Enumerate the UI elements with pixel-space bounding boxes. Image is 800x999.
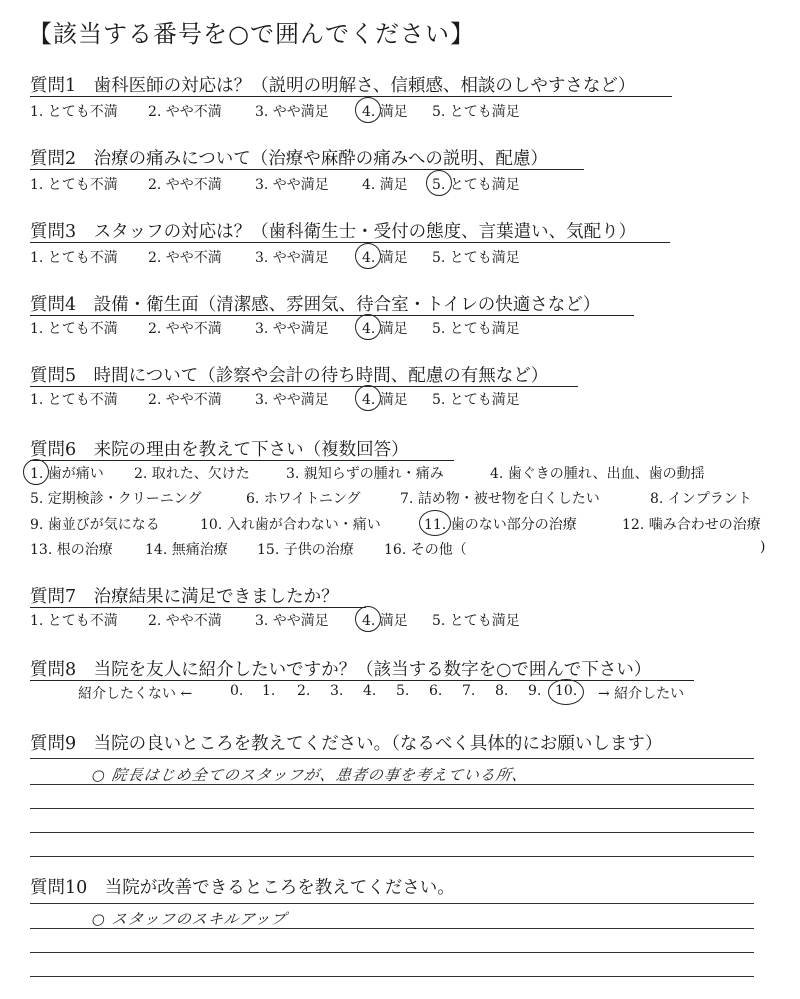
option-2[interactable]: 2. やや不満: [148, 177, 222, 193]
option-1[interactable]: 1. とても不満: [30, 177, 118, 193]
question-1-title: 質問1 歯科医師の対応は？（説明の明解さ、信頼感、相談のしやすさなど）: [30, 76, 636, 96]
reason-3[interactable]: 3. 親知らずの腫れ・痛み: [286, 466, 444, 482]
option-1[interactable]: 1. とても不満: [30, 613, 118, 629]
scale-5[interactable]: 5.: [396, 683, 410, 699]
scale-0[interactable]: 0.: [230, 683, 244, 699]
answer-line: [30, 808, 754, 809]
answer-line: [30, 976, 754, 977]
scale-3[interactable]: 3.: [330, 683, 344, 699]
option-2[interactable]: 2. やや不満: [148, 392, 222, 408]
reason-10[interactable]: 10. 入れ歯が合わない・痛い: [200, 517, 381, 533]
reason-5[interactable]: 5. 定期検診・クリーニング: [30, 491, 202, 507]
option-3[interactable]: 3. やや満足: [255, 321, 329, 337]
question-2-underline: [30, 169, 584, 170]
question-5-options: [0, 389, 800, 409]
reason-9[interactable]: 9. 歯並びが気になる: [30, 517, 160, 533]
other-close-paren: ): [760, 539, 766, 555]
reason-15[interactable]: 15. 子供の治療: [257, 542, 354, 558]
question-10-handwritten-answer[interactable]: ○ スタッフのスキルアップ: [90, 910, 288, 928]
option-3[interactable]: 3. やや満足: [255, 250, 329, 266]
question-1-options: [0, 101, 800, 121]
option-3[interactable]: 3. やや満足: [255, 392, 329, 408]
question-2-options: [0, 174, 800, 194]
option-4[interactable]: 4. 満足: [362, 613, 408, 629]
option-3[interactable]: 3. やや満足: [255, 104, 329, 120]
option-4[interactable]: 4. 満足: [362, 177, 408, 193]
reason-8[interactable]: 8. インプラント: [650, 491, 752, 507]
answer-line: [30, 758, 754, 759]
question-7-title: 質問7 治療結果に満足できましたか？: [30, 587, 339, 607]
question-6-underline: [30, 460, 454, 461]
scale-2[interactable]: 2.: [297, 683, 311, 699]
question-9-handwritten-answer[interactable]: ○ 院長はじめ全てのスタッフが、患者の事を考えている所、: [90, 766, 530, 784]
option-5[interactable]: 5. とても満足: [432, 250, 520, 266]
option-2[interactable]: 2. やや不満: [148, 250, 222, 266]
option-5[interactable]: 5. とても満足: [432, 104, 520, 120]
question-6-row-4: [0, 539, 800, 559]
scale-8[interactable]: 8.: [495, 683, 509, 699]
reason-2[interactable]: 2. 取れた、欠けた: [134, 466, 250, 482]
question-3-title: 質問3 スタッフの対応は？（歯科衛生士・受付の態度、言葉遣い、気配り）: [30, 222, 637, 242]
option-5[interactable]: 5. とても満足: [432, 321, 520, 337]
option-1[interactable]: 1. とても不満: [30, 392, 118, 408]
option-5[interactable]: 5. とても満足: [432, 392, 520, 408]
question-9-title: 質問9 当院の良いところを教えてください。（なるべく具体的にお願いします）: [30, 734, 663, 754]
option-2[interactable]: 2. やや不満: [148, 613, 222, 629]
option-3[interactable]: 3. やや満足: [255, 613, 329, 629]
scale-right-label: → 紹介したい: [598, 686, 685, 702]
option-1[interactable]: 1. とても不満: [30, 104, 118, 120]
question-1-underline: [30, 96, 672, 97]
option-4[interactable]: 4. 満足: [362, 392, 408, 408]
option-2[interactable]: 2. やや不満: [148, 321, 222, 337]
question-8-scale: [0, 683, 800, 703]
question-3-underline: [30, 242, 670, 243]
option-2[interactable]: 2. やや不満: [148, 104, 222, 120]
answer-line: [30, 928, 754, 929]
scale-1[interactable]: 1.: [262, 683, 276, 699]
question-3-options: [0, 247, 800, 267]
question-5-underline: [30, 386, 578, 387]
answer-line: [30, 856, 754, 857]
question-4-underline: [30, 315, 634, 316]
answer-line: [30, 784, 754, 785]
survey-title: 【該当する番号を○で囲んでください】: [28, 20, 475, 48]
option-5[interactable]: 5. とても満足: [432, 177, 520, 193]
answer-line: [30, 832, 754, 833]
scale-left-label: 紹介したくない ←: [78, 686, 193, 702]
question-4-options: [0, 318, 800, 338]
question-7-underline: [30, 607, 366, 608]
reason-7[interactable]: 7. 詰め物・被せ物を白くしたい: [400, 491, 600, 507]
question-8-underline: [30, 680, 694, 681]
option-5[interactable]: 5. とても満足: [432, 613, 520, 629]
question-6-row-2: [0, 488, 800, 508]
question-7-options: [0, 610, 800, 630]
answer-line: [30, 903, 754, 904]
reason-6[interactable]: 6. ホワイトニング: [246, 491, 361, 507]
reason-12[interactable]: 12. 噛み合わせの治療: [622, 517, 761, 533]
scale-4[interactable]: 4.: [363, 683, 377, 699]
option-3[interactable]: 3. やや満足: [255, 177, 329, 193]
scale-9[interactable]: 9.: [528, 683, 542, 699]
option-1[interactable]: 1. とても不満: [30, 321, 118, 337]
reason-13[interactable]: 13. 根の治療: [30, 542, 113, 558]
reason-16[interactable]: 16. その他（: [384, 542, 467, 558]
scale-10[interactable]: 10.: [555, 683, 578, 699]
reason-1[interactable]: 1. 歯が痛い: [30, 466, 104, 482]
scale-6[interactable]: 6.: [429, 683, 443, 699]
option-4[interactable]: 4. 満足: [362, 250, 408, 266]
question-6-row-3: [0, 514, 800, 534]
reason-14[interactable]: 14. 無痛治療: [145, 542, 228, 558]
question-10-title: 質問10 当院が改善できるところを教えてください。: [30, 878, 455, 898]
question-8-title: 質問8 当院を友人に紹介したいですか？（該当する数字を○で囲んで下さい）: [30, 660, 652, 680]
question-5-title: 質問5 時間について（診察や会計の待ち時間、配慮の有無など）: [30, 366, 549, 386]
question-6-row-1: [0, 463, 800, 483]
option-1[interactable]: 1. とても不満: [30, 250, 118, 266]
answer-line: [30, 952, 754, 953]
option-4[interactable]: 4. 満足: [362, 321, 408, 337]
scale-7[interactable]: 7.: [462, 683, 476, 699]
question-4-title: 質問4 設備・衛生面（清潔感、雰囲気、待合室・トイレの快適さなど）: [30, 295, 601, 315]
question-2-title: 質問2 治療の痛みについて（治療や麻酔の痛みへの説明、配慮）: [30, 149, 548, 169]
option-4[interactable]: 4. 満足: [362, 104, 408, 120]
question-6-title: 質問6 来院の理由を教えて下さい（複数回答）: [30, 440, 409, 460]
reason-4[interactable]: 4. 歯ぐきの腫れ、出血、歯の動揺: [490, 466, 705, 482]
reason-11[interactable]: 11. 歯のない部分の治療: [424, 517, 577, 533]
